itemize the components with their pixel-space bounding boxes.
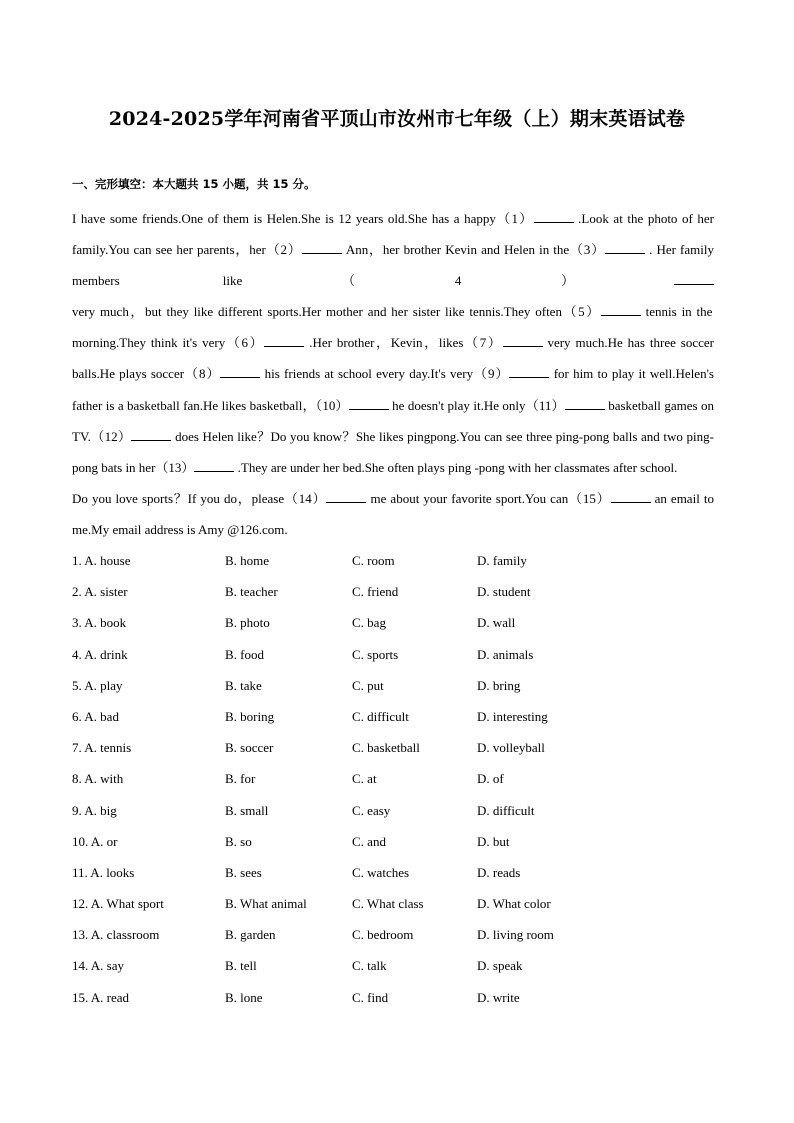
option-c: C. easy [352,802,391,818]
option-b: B. take [225,677,262,693]
option-a: 14. A. say [72,958,124,974]
answer-blank [326,491,366,503]
option-a: 9. A. big [72,802,117,818]
option-b: B. soccer [225,740,274,756]
passage-segment: .Look at the photo of her family.You can see her parents，her（2） [72,211,714,258]
option-b: B. tell [225,958,257,974]
question-row [72,950,712,981]
passage-segment: he doesn't play it.He only（11） [388,397,565,413]
option-b: B. home [225,553,270,568]
question-row [72,670,712,701]
option-d: D. but [477,833,510,849]
option-b: B. lone [225,989,263,1005]
option-d: D. interesting [477,708,548,724]
option-b: B. sees [225,864,262,880]
option-b: B. small [225,802,269,818]
question-row [72,576,712,607]
question-row [72,732,712,763]
answer-blank [220,366,260,378]
answer-blank [601,304,641,316]
option-a: 2. A. sister [72,584,128,600]
option-d: D. family [477,553,527,568]
passage-segment: for him to play it well.Helen's father is a basketball fan.He likes basketball，（10） [72,366,714,413]
question-row [72,888,712,919]
answer-options [72,545,712,1013]
option-a: 11. A. looks [72,864,135,880]
option-c: C. difficult [352,708,409,724]
section-heading: 一、完形填空：本大题共 15 小题，共 15 分。 [72,177,316,191]
option-a: 12. A. What sport [72,896,164,912]
answer-blank [674,273,714,285]
question-row [72,982,712,1013]
option-a: 7. A. tennis [72,740,132,756]
answer-blank [503,335,543,347]
option-d: D. speak [477,958,523,974]
option-a: 15. A. read [72,989,130,1005]
option-c: C. What class [352,896,424,912]
option-b: B. garden [225,927,276,943]
passage-segment: tennis in the morning.They think it's very（6） [72,304,713,351]
option-c: C. find [352,989,389,1005]
passage-segment: .They are under her bed.She often plays ping -pong with her classmates after school. [234,459,678,475]
option-c: C. and [352,833,386,849]
option-c: C. bedroom [352,927,414,943]
cloze-passage [72,203,714,545]
option-c: C. at [352,771,377,787]
option-b: B. teacher [225,584,278,600]
option-d: D. student [477,584,531,600]
option-d: D. wall [477,615,516,631]
option-a: 1. A. house [72,553,131,568]
passage-segment: .Her brother，Kevin，likes（7） [304,335,503,351]
option-c: C. talk [352,958,387,974]
option-b: B. so [225,833,252,849]
option-d: D. difficult [477,802,535,818]
option-c: C. bag [352,615,386,631]
passage-segment: very much.He has three soccer balls.He plays soccer（8） [72,335,714,382]
passage-segment: an email to me.My email address is Amy @126.com. [72,490,714,537]
option-a: 10. A. or [72,833,118,849]
answer-blank [605,242,645,254]
option-a: 13. A. classroom [72,927,160,943]
answer-blank [131,429,171,441]
passage-segment: very much，but they like different sports.Her mother and her sister like tennis.They often（5） [72,304,601,320]
option-a: 8. A. with [72,771,124,787]
answer-blank [611,491,651,503]
answer-blank [302,242,342,254]
option-d: D. write [477,989,520,1005]
option-a: 6. A. bad [72,708,119,724]
passage-segment: his friends at school every day.It's very（9） [260,366,510,382]
answer-blank [534,211,574,223]
option-b: B. food [225,646,264,662]
option-c: C. watches [352,864,410,880]
passage-segment: Do you love sports？If you do，please（14） [72,490,327,506]
answer-blank [264,335,304,347]
passage-segment: . Her family members like（4） [72,242,714,289]
option-c: C. sports [352,646,399,662]
passage-segment: basketball games on TV.（12） [72,397,714,444]
question-row [72,763,712,794]
question-row [72,826,712,857]
passage-segment: me about your favorite sport.You can（15） [366,490,611,506]
passage-segment: does Helen like？Do you know？She likes pingpong.You can see three ping-pong balls and two ping-pong bats in her（13） [72,428,714,475]
question-row [72,857,712,888]
option-d: D. volleyball [477,740,545,756]
option-c: C. friend [352,584,399,600]
option-d: D. of [477,771,504,787]
option-a: 4. A. drink [72,646,128,662]
option-d: D. living room [477,927,554,943]
question-row [72,607,712,638]
option-b: B. What animal [225,896,307,912]
answer-blank [565,398,605,410]
question-row [72,795,712,826]
option-a: 3. A. book [72,615,127,631]
option-c: C. room [352,553,395,568]
answer-blank [349,398,389,410]
option-d: D. bring [477,677,521,693]
question-row [72,639,712,670]
answer-blank [509,366,549,378]
exam-title: 2024-2025学年河南省平顶山市汝州市七年级（上）期末英语试卷 [108,108,686,130]
option-d: D. reads [477,864,521,880]
answer-blank [194,460,234,472]
question-row [72,701,712,732]
option-d: D. What color [477,896,551,912]
option-c: C. put [352,677,384,693]
option-d: D. animals [477,646,534,662]
question-row [72,919,712,950]
passage-segment: I have some friends.One of them is Helen.She is 12 years old.She has a happy（1） [72,211,534,226]
passage-segment: Ann，her brother Kevin and Helen in the（3） [341,242,606,258]
option-c: C. basketball [352,740,420,756]
option-b: B. boring [225,708,275,724]
option-a: 5. A. play [72,677,123,693]
option-b: B. for [225,771,256,787]
question-row [72,545,712,576]
option-b: B. photo [225,615,270,631]
